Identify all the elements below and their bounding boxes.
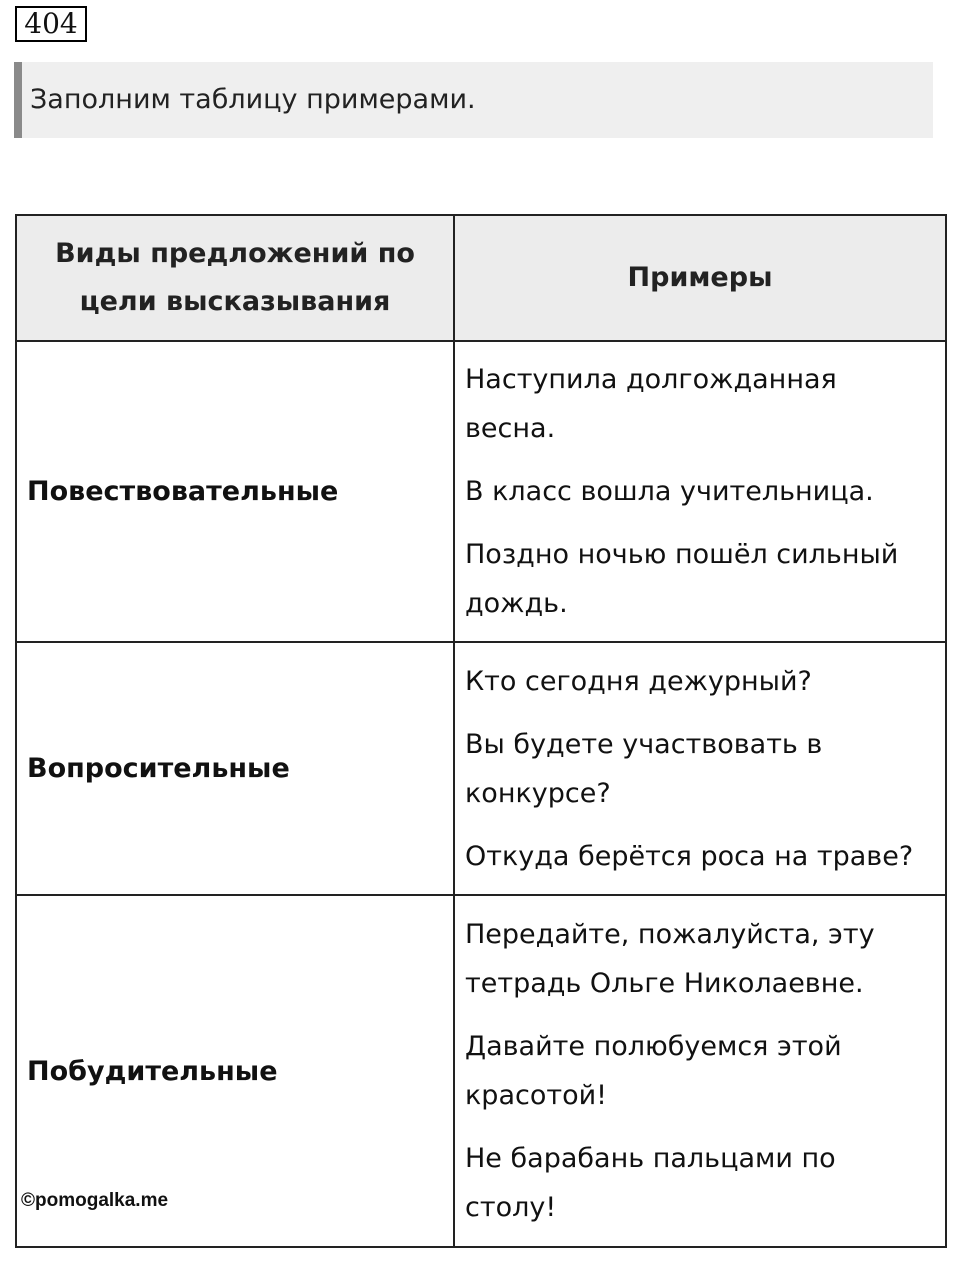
example-sentence: Давайте полюбуемся этой красотой! [465, 1031, 842, 1111]
example-sentence: Кто сегодня дежурный? [465, 665, 812, 697]
row-type: Повествовательные [16, 341, 454, 642]
example-sentence: В класс вошла учительница. [465, 476, 874, 507]
header-types: Виды предложений по цели высказывания [16, 215, 454, 341]
example-sentence: Вы будете участвовать в конкурсе? [465, 728, 823, 809]
intro-banner [14, 62, 933, 138]
row-examples [454, 895, 946, 1247]
example-sentence: Передайте, пожалуйста, эту тетрадь Ольге Николаевне. [465, 919, 875, 999]
example-sentence: Поздно ночью пошёл сильный дождь. [465, 539, 899, 619]
row-type-label: Побудительные [27, 1055, 278, 1087]
example-sentence: Откуда берётся роса на траве? [465, 840, 914, 872]
header-examples: Примеры [454, 215, 946, 341]
table-header-row [16, 215, 946, 341]
row-examples [454, 341, 946, 642]
table-row [16, 341, 946, 642]
table-row [16, 642, 946, 895]
exercise-number: 404 [15, 6, 87, 42]
row-type: Вопросительные [16, 642, 454, 895]
intro-text: Заполним таблицу примерами. [30, 84, 476, 115]
example-sentence: Не барабань пальцами по столу! [465, 1143, 836, 1223]
row-examples [454, 642, 946, 895]
row-type [16, 895, 454, 1247]
example-sentence: Наступила долгожданная весна. [465, 364, 837, 444]
sentence-types-table [15, 214, 947, 1248]
watermark: ©pomogalka.me [21, 1190, 169, 1211]
table-row [16, 895, 946, 1247]
